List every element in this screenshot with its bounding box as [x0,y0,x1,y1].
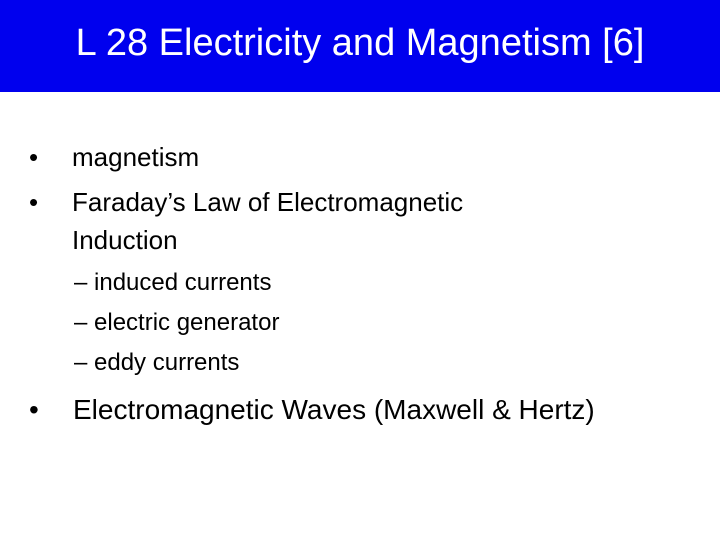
sub-bullet-eddy-currents: – eddy currents [74,349,240,376]
bullet-marker: • [29,142,39,172]
bullet-text: magnetism [72,142,200,172]
bullet-marker: • [29,394,39,425]
sub-bullet-electric-generator: – electric generator [74,309,280,336]
bullet-text: Faraday’s Law of Electromagnetic [72,187,464,217]
bullet-text-continuation: Induction [72,225,178,255]
slide-title: L 28 Electricity and Magnetism [6] [75,22,645,64]
sub-bullet-induced-currents: – induced currents [74,269,272,296]
bullet-marker: • [29,187,39,217]
bullet-text: Electromagnetic Waves (Maxwell & Hertz) [73,394,595,425]
